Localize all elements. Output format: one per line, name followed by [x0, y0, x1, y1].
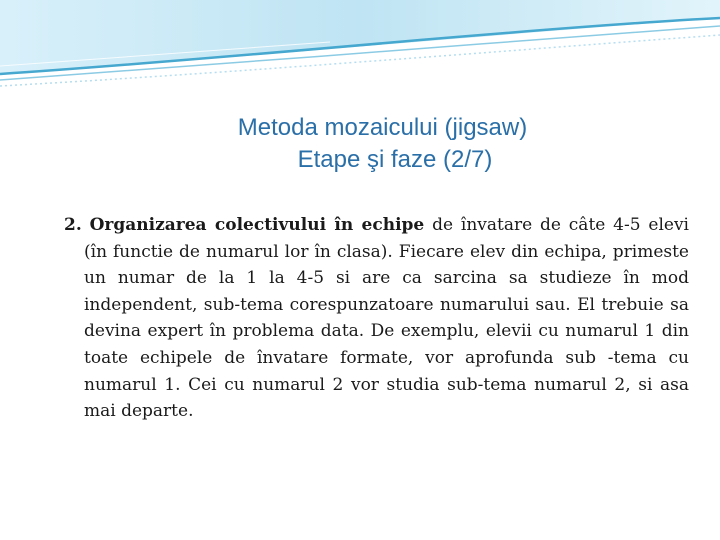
title-line-2: Etape şi faze (2/7)	[297, 146, 493, 173]
list-item-2	[64, 212, 689, 425]
item-heading: Organizarea colectivului în echipe	[89, 215, 425, 235]
item-text: de învatare de câte 4-5 elevi (în functie de numarul lor în clasa). Fiecare elev din echipa, primeste un numar de la 1 la 4-5 si are ca sarcina sa studieze în mod independent, sub-tema corespunzatoare numarului sau. El trebuie sa devina expert în problema data. De exemplu, elevii cu numarul 1 din toate echipele de învatare formate, vor aprofunda sub -tema cu numarul 1. Cei cu numarul 2 vor studia sub-tema numarul 2, si asa mai departe.	[84, 215, 689, 422]
item-number: 2.	[64, 215, 82, 235]
body-text	[64, 212, 689, 425]
title-line-1: Metoda mozaicului (jigsaw)	[237, 114, 528, 141]
header-wave-decoration	[0, 0, 720, 95]
slide-title	[0, 112, 720, 176]
